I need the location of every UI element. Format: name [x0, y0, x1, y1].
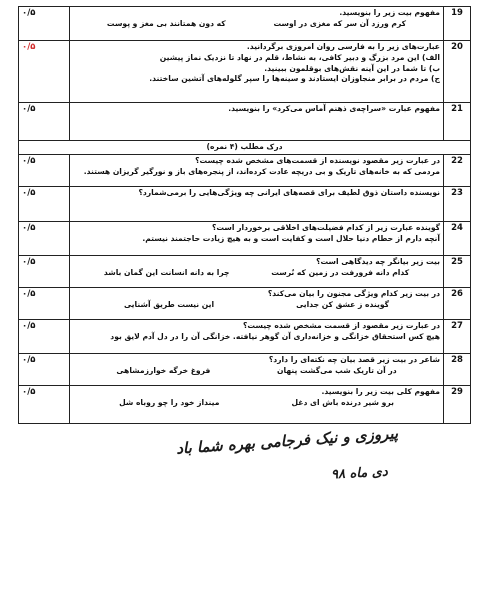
verse — [73, 19, 440, 30]
question-row — [19, 103, 471, 141]
question-number: 23 — [444, 187, 471, 222]
question-text — [70, 288, 444, 320]
question-text — [70, 155, 444, 187]
question-number: 29 — [444, 386, 471, 424]
verse — [73, 268, 440, 279]
section-row — [19, 141, 471, 155]
question-text — [70, 320, 444, 354]
question-line: در بیت زیر کدام ویژگی مجنون را بیان می‌کند؟ — [267, 289, 440, 298]
question-text — [70, 386, 444, 424]
exam-sheet — [18, 6, 471, 424]
verse-hemistich: مینداز خود را چو روباه شل — [119, 397, 220, 407]
question-number: 28 — [444, 354, 471, 386]
question-text — [70, 256, 444, 288]
verse-hemistich: این نیست طریق آشنایی — [124, 299, 215, 309]
question-number: 19 — [444, 7, 471, 41]
question-row — [19, 354, 471, 386]
exam-date: دی ماه ۹۸ — [330, 464, 389, 483]
question-line: هیچ کس استحقاق خزانگی و خزانه‌داری آن گوهر نیافته. خزانگی آن را در دل آدم لایق بود — [110, 331, 440, 341]
question-line: بیت زیر بیانگر چه دیدگاهی است؟ — [316, 257, 440, 266]
question-score: ۰/۵ — [19, 386, 70, 424]
question-score: ۰/۵ — [19, 256, 70, 288]
question-line: آنچه دارم از حطام دنیا حلال است و کفایت است و به هیچ زیادت حاجتمند نیستم. — [142, 233, 440, 243]
question-text — [70, 103, 444, 141]
question-score: ۰/۵ — [19, 7, 70, 41]
question-line: ج) مردم در برابر منجاوزان ایستادند و سینه‌ها را سپر گلوله‌های آتشین ساختند. — [149, 74, 440, 84]
question-score: ۰/۵ — [19, 288, 70, 320]
question-row — [19, 320, 471, 354]
question-line: شاعر در بیت زیر قصد بیان چه نکته‌ای را دارد؟ — [268, 355, 440, 364]
question-row — [19, 256, 471, 288]
question-line: عبارت‌های زیر را به فارسی روان امروزی برگردانید. — [246, 42, 440, 51]
question-text — [70, 7, 444, 41]
closing-signature: پیروزی و نیک فرجامی بهره شما باد — [175, 424, 399, 458]
question-line: مفهوم کلی بیت زیر را بنویسید. — [321, 387, 440, 396]
verse — [73, 366, 440, 377]
question-score: ۰/۵ — [19, 222, 70, 256]
verse-hemistich: که دون همتانند بی مغز و پوست — [106, 18, 226, 28]
question-line: الف) این مرد بزرگ و دبیر کافی، به نشاط، قلم در نهاد تا نزدیک نماز پیشین — [159, 52, 440, 62]
question-score: ۰/۵ — [19, 187, 70, 222]
section-title: درک مطلب (۴ نمره) — [19, 141, 471, 155]
question-score: ۰/۵ — [19, 354, 70, 386]
question-text — [70, 222, 444, 256]
question-number: 27 — [444, 320, 471, 354]
verse-hemistich: کرم ورزد آن سر که مغزی در اوست — [273, 18, 407, 28]
question-number: 21 — [444, 103, 471, 141]
question-line: مردمی که به خانه‌های تاریک و بی دریچه عادت کرده‌اند، از پنجره‌های باز و نورگیر گریزان هستند. — [83, 166, 440, 176]
verse-hemistich: برو شیر درنده باش ای دغل — [291, 397, 394, 407]
question-row — [19, 7, 471, 41]
question-number: 25 — [444, 256, 471, 288]
question-row — [19, 386, 471, 424]
question-score: ۰/۵ — [19, 320, 70, 354]
question-line: گوینده عبارت زیر از کدام فضیلت‌های اخلاقی برخوردار است؟ — [211, 223, 440, 232]
question-score: ۰/۵ — [19, 103, 70, 141]
question-number: 24 — [444, 222, 471, 256]
verse-hemistich: در آن تاریک شب می‌گشت پنهان — [277, 365, 397, 375]
verse-hemistich: فروغ خرگه خوارزمشاهی — [116, 365, 211, 375]
question-row — [19, 288, 471, 320]
question-text — [70, 41, 444, 103]
verse-hemistich: کدام دانه فرورفت در زمین که نُرست — [271, 267, 410, 277]
question-score: ۰/۵ — [19, 155, 70, 187]
question-row — [19, 155, 471, 187]
verse — [73, 398, 440, 409]
question-line: در عبارت زیر مقصود نویسنده از قسمت‌های مشخص شده چیست؟ — [195, 156, 440, 165]
questions-table — [18, 6, 471, 424]
question-row — [19, 41, 471, 103]
question-number: 20 — [444, 41, 471, 103]
verse-hemistich: چرا به دانه انسانت این گمان باشد — [103, 267, 230, 277]
verse-hemistich: گوینده ز عشق کن جدایی — [296, 299, 390, 309]
verse — [73, 300, 440, 311]
question-row — [19, 222, 471, 256]
question-number: 22 — [444, 155, 471, 187]
question-line: نویسنده داستان ذوق لطیف برای قصه‌های ایرانی چه ویژگی‌هایی را برمی‌شمارد؟ — [138, 188, 440, 197]
question-line: در عبارت زیر مقصود از قسمت مشخص شده چیست؟ — [243, 321, 440, 330]
question-text — [70, 187, 444, 222]
question-row — [19, 187, 471, 222]
question-text — [70, 354, 444, 386]
question-score: ۰/۵ — [19, 41, 70, 103]
question-number: 26 — [444, 288, 471, 320]
question-line: مفهوم عبارت «سراچه‌ی ذهنم آماس می‌کرد» را بنویسید. — [228, 104, 440, 113]
question-line: ب) تا شما در این آینه نقش‌های بوقلمون ببینید. — [264, 63, 440, 73]
question-line: مفهوم بیت زیر را بنویسید. — [339, 8, 440, 17]
